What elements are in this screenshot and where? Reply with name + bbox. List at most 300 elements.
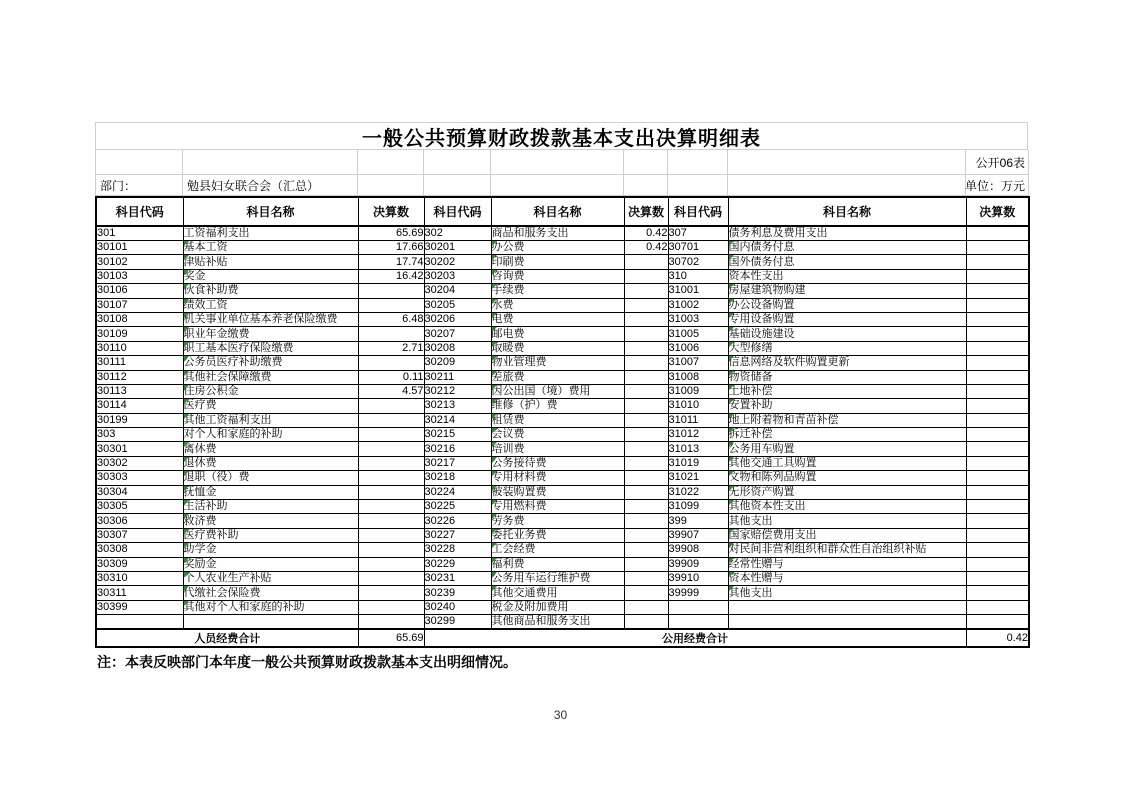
table-row (96, 284, 1029, 298)
subject-name-cell: 地上附着物和青苗补偿 (728, 413, 966, 427)
column-header: 科目名称 (183, 197, 358, 226)
green-flag-icon (184, 255, 189, 260)
amount-cell: 17.74 (358, 255, 424, 269)
green-flag-icon (492, 299, 497, 304)
subject-code-cell: 30199 (96, 413, 183, 427)
amount-cell (624, 586, 668, 600)
amount-cell (624, 341, 668, 355)
table-row (96, 528, 1029, 542)
subject-code-cell: 30231 (424, 571, 491, 585)
meta-cell-empty (424, 150, 491, 175)
subject-code-cell: 31010 (668, 399, 728, 413)
green-flag-icon (729, 442, 734, 447)
green-flag-icon (729, 529, 734, 534)
amount-cell (358, 413, 424, 427)
amount-cell (624, 543, 668, 557)
subject-name-cell: 债务利息及费用支出 (728, 226, 966, 241)
subject-name-cell: 委托业务费 (491, 528, 624, 542)
subject-code-cell: 30399 (96, 600, 183, 614)
subject-name-cell: 水费 (491, 298, 624, 312)
subject-name-cell (728, 615, 966, 630)
green-flag-icon (492, 442, 497, 447)
meta-cell-empty (96, 150, 183, 175)
amount-cell (624, 428, 668, 442)
table-row (96, 600, 1029, 614)
amount-cell (966, 284, 1029, 298)
subject-name-cell: 物资储备 (728, 370, 966, 384)
green-flag-icon (492, 486, 497, 491)
subject-code-cell: 31012 (668, 428, 728, 442)
subject-code-cell: 30228 (424, 543, 491, 557)
meta-cell-empty (668, 175, 728, 196)
green-flag-icon (492, 241, 497, 246)
subject-name-cell: 公务接待费 (491, 456, 624, 470)
green-flag-icon (492, 457, 497, 462)
green-flag-icon (492, 327, 497, 332)
subject-name-cell: 其他支出 (728, 586, 966, 600)
subject-code-cell: 30111 (96, 356, 183, 370)
amount-cell: 4.57 (358, 384, 424, 398)
green-flag-icon (492, 586, 497, 591)
subject-code-cell: 30310 (96, 571, 183, 585)
table-row (96, 514, 1029, 528)
subject-name-cell: 奖励金 (183, 557, 358, 571)
subject-code-cell: 30102 (96, 255, 183, 269)
subject-name-cell: 职工基本医疗保险缴费 (183, 341, 358, 355)
amount-cell (358, 327, 424, 341)
table-row (96, 327, 1029, 341)
green-flag-icon (729, 241, 734, 246)
meta-cell-empty (358, 175, 424, 196)
subject-name-cell: 住房公积金 (183, 384, 358, 398)
subject-name-cell: 安置补助 (728, 399, 966, 413)
subject-code-cell: 31008 (668, 370, 728, 384)
amount-cell (624, 327, 668, 341)
amount-cell (966, 356, 1029, 370)
subject-name-cell (728, 600, 966, 614)
subject-name-cell: 土地补偿 (728, 384, 966, 398)
green-flag-icon (729, 371, 734, 376)
amount-cell (358, 399, 424, 413)
subject-name-cell: 国家赔偿费用支出 (728, 528, 966, 542)
personnel-total-value: 65.69 (358, 629, 424, 647)
subject-name-cell: 其他商品和服务支出 (491, 615, 624, 630)
amount-cell (624, 615, 668, 630)
subject-code-cell: 30208 (424, 341, 491, 355)
personnel-total-label: 人员经费合计 (96, 629, 358, 647)
amount-cell (358, 456, 424, 470)
green-flag-icon (184, 486, 189, 491)
subject-code-cell (96, 615, 183, 630)
column-header: 科目代码 (96, 197, 183, 226)
subject-name-cell: 资本性支出 (728, 269, 966, 283)
table-row (96, 471, 1029, 485)
amount-cell (624, 528, 668, 542)
green-flag-icon (729, 543, 734, 548)
subject-code-cell: 30216 (424, 442, 491, 456)
subject-code-cell: 302 (424, 226, 491, 241)
subject-code-cell: 30226 (424, 514, 491, 528)
table-row (96, 543, 1029, 557)
subject-code-cell: 30240 (424, 600, 491, 614)
subject-name-cell: 电费 (491, 312, 624, 326)
subject-code-cell: 30212 (424, 384, 491, 398)
green-flag-icon (492, 356, 497, 361)
green-flag-icon (492, 514, 497, 519)
subject-name-cell: 离休费 (183, 442, 358, 456)
amount-cell: 2.71 (358, 341, 424, 355)
subject-code-cell: 30229 (424, 557, 491, 571)
meta-cell-empty (728, 175, 966, 196)
amount-cell (358, 500, 424, 514)
amount-cell (358, 600, 424, 614)
amount-cell (624, 255, 668, 269)
subject-code-cell: 30207 (424, 327, 491, 341)
subject-code-cell: 30218 (424, 471, 491, 485)
subject-code-cell: 30206 (424, 312, 491, 326)
green-flag-icon (492, 255, 497, 260)
subject-name-cell: 助学金 (183, 543, 358, 557)
subject-code-cell: 31001 (668, 284, 728, 298)
subject-name-cell: 救济费 (183, 514, 358, 528)
subject-code-cell: 30109 (96, 327, 183, 341)
amount-cell (966, 528, 1029, 542)
subject-name-cell: 维修（护）费 (491, 399, 624, 413)
green-flag-icon (184, 586, 189, 591)
subject-code-cell: 310 (668, 269, 728, 283)
green-flag-icon (729, 255, 734, 260)
green-flag-icon (729, 558, 734, 563)
subject-name-cell: 其他交通工具购置 (728, 456, 966, 470)
table-row (96, 428, 1029, 442)
subject-name-cell: 文物和陈列品购置 (728, 471, 966, 485)
green-flag-icon (184, 471, 189, 476)
green-flag-icon (729, 500, 734, 505)
subject-name-cell: 工会经费 (491, 543, 624, 557)
green-flag-icon (492, 270, 497, 275)
subject-name-cell: 印刷费 (491, 255, 624, 269)
column-header: 科目名称 (491, 197, 624, 226)
subject-code-cell: 30309 (96, 557, 183, 571)
green-flag-icon (184, 558, 189, 563)
green-flag-icon (492, 529, 497, 534)
column-header: 科目代码 (424, 197, 491, 226)
green-flag-icon (492, 313, 497, 318)
subject-code-cell: 30239 (424, 586, 491, 600)
amount-cell (624, 557, 668, 571)
subject-code-cell: 30224 (424, 485, 491, 499)
subject-name-cell: 专用设备购置 (728, 312, 966, 326)
green-flag-icon (492, 414, 497, 419)
green-flag-icon (729, 399, 734, 404)
green-flag-icon (492, 371, 497, 376)
amount-cell (624, 456, 668, 470)
column-header: 决算数 (966, 197, 1029, 226)
table-row (96, 571, 1029, 585)
green-flag-icon (184, 342, 189, 347)
table-row (96, 341, 1029, 355)
subject-code-cell: 30205 (424, 298, 491, 312)
amount-cell (358, 471, 424, 485)
amount-cell (966, 384, 1029, 398)
subject-code-cell: 39908 (668, 543, 728, 557)
green-flag-icon (492, 399, 497, 404)
table-row (96, 413, 1029, 427)
subject-name-cell: 租赁费 (491, 413, 624, 427)
amount-cell (966, 514, 1029, 528)
subject-code-cell: 301 (96, 226, 183, 241)
subject-code-cell: 30215 (424, 428, 491, 442)
meta-cell-empty (491, 175, 624, 196)
amount-cell (624, 269, 668, 283)
amount-cell (624, 356, 668, 370)
meta-cell-empty (624, 175, 668, 196)
meta-row-table-code (95, 150, 1029, 175)
subject-code-cell: 30217 (424, 456, 491, 470)
subject-name-cell: 取暖费 (491, 341, 624, 355)
amount-cell (966, 456, 1029, 470)
green-flag-icon (492, 500, 497, 505)
subject-code-cell: 31006 (668, 341, 728, 355)
subject-name-cell: 职业年金缴费 (183, 327, 358, 341)
subject-name-cell: 对个人和家庭的补助 (183, 428, 358, 442)
amount-cell (966, 413, 1029, 427)
green-flag-icon (184, 500, 189, 505)
subject-name-cell: 商品和服务支出 (491, 226, 624, 241)
amount-cell (966, 557, 1029, 571)
public-total-label: 公用经费合计 (424, 629, 966, 647)
amount-cell (624, 298, 668, 312)
subject-name-cell: 福利费 (491, 557, 624, 571)
amount-cell (966, 442, 1029, 456)
subject-name-cell: 经常性赠与 (728, 557, 966, 571)
subject-name-cell: 其他社会保障缴费 (183, 370, 358, 384)
subject-name-cell: 其他交通费用 (491, 586, 624, 600)
amount-cell (624, 471, 668, 485)
amount-cell (966, 341, 1029, 355)
subject-name-cell: 对民间非营利组织和群众性自治组织补贴 (728, 543, 966, 557)
subject-code-cell: 30113 (96, 384, 183, 398)
amount-cell (966, 543, 1029, 557)
green-flag-icon (729, 428, 734, 433)
meta-cell-empty (424, 175, 491, 196)
amount-cell (358, 615, 424, 630)
green-flag-icon (729, 414, 734, 419)
table-row (96, 226, 1029, 241)
subject-code-cell: 31003 (668, 312, 728, 326)
green-flag-icon (184, 299, 189, 304)
amount-cell (966, 471, 1029, 485)
subject-code-cell: 30308 (96, 543, 183, 557)
subject-name-cell: 津贴补贴 (183, 255, 358, 269)
amount-cell: 0.42 (624, 226, 668, 241)
subject-code-cell (668, 600, 728, 614)
amount-cell (624, 370, 668, 384)
subject-code-cell: 30114 (96, 399, 183, 413)
green-flag-icon (729, 486, 734, 491)
subject-name-cell: 其他对个人和家庭的补助 (183, 600, 358, 614)
green-flag-icon (492, 284, 497, 289)
page-number: 30 (553, 708, 568, 722)
subject-name-cell: 物业管理费 (491, 356, 624, 370)
amount-cell (966, 615, 1029, 630)
subject-code-cell: 30306 (96, 514, 183, 528)
column-header: 科目代码 (668, 197, 728, 226)
table-row (96, 356, 1029, 370)
subject-code-cell: 30101 (96, 241, 183, 255)
amount-cell (358, 356, 424, 370)
subject-code-cell: 30213 (424, 399, 491, 413)
subject-name-cell: 基本工资 (183, 241, 358, 255)
amount-cell (624, 413, 668, 427)
amount-cell (624, 600, 668, 614)
subject-code-cell: 30299 (424, 615, 491, 630)
subject-name-cell: 国内债务付息 (728, 241, 966, 255)
amount-cell (966, 571, 1029, 585)
green-flag-icon (184, 327, 189, 332)
amount-cell (966, 428, 1029, 442)
green-flag-icon (729, 471, 734, 476)
subject-code-cell: 30209 (424, 356, 491, 370)
subject-code-cell: 39909 (668, 557, 728, 571)
amount-cell (624, 284, 668, 298)
subject-name-cell: 工资福利支出 (183, 226, 358, 241)
subject-code-cell: 30103 (96, 269, 183, 283)
subject-code-cell: 30211 (424, 370, 491, 384)
subject-name-cell: 差旅费 (491, 370, 624, 384)
green-flag-icon (184, 572, 189, 577)
subject-name-cell: 大型修缮 (728, 341, 966, 355)
public-total-value: 0.42 (966, 629, 1029, 647)
table-row (96, 500, 1029, 514)
table-row (96, 485, 1029, 499)
subject-code-cell: 39907 (668, 528, 728, 542)
subject-code-cell: 39999 (668, 586, 728, 600)
table-row (96, 384, 1029, 398)
green-flag-icon (184, 270, 189, 275)
subject-code-cell: 30301 (96, 442, 183, 456)
amount-cell (624, 384, 668, 398)
green-flag-icon (184, 514, 189, 519)
subject-name-cell: 其他支出 (728, 514, 966, 528)
subject-name-cell: 奖金 (183, 269, 358, 283)
subject-name-cell: 培训费 (491, 442, 624, 456)
amount-cell: 6.48 (358, 312, 424, 326)
page-title: 一般公共预算财政拨款基本支出决算明细表 (95, 122, 1028, 150)
table-row (96, 241, 1029, 255)
meta-row-department (95, 175, 1029, 196)
amount-cell (358, 557, 424, 571)
subject-code-cell: 30304 (96, 485, 183, 499)
subject-name-cell: 个人农业生产补贴 (183, 571, 358, 585)
subject-code-cell: 30702 (668, 255, 728, 269)
green-flag-icon (492, 572, 497, 577)
subject-code-cell: 30214 (424, 413, 491, 427)
amount-cell (966, 241, 1029, 255)
subject-code-cell: 30302 (96, 456, 183, 470)
amount-cell (966, 399, 1029, 413)
amount-cell: 16.42 (358, 269, 424, 283)
amount-cell: 65.69 (358, 226, 424, 241)
meta-cell-empty (624, 150, 668, 175)
amount-cell: 0.42 (624, 241, 668, 255)
green-flag-icon (729, 299, 734, 304)
amount-cell (358, 284, 424, 298)
green-flag-icon (729, 342, 734, 347)
subject-code-cell: 31011 (668, 413, 728, 427)
green-flag-icon (184, 529, 189, 534)
subject-name-cell: 公务员医疗补助缴费 (183, 356, 358, 370)
green-flag-icon (184, 356, 189, 361)
subject-code-cell: 31002 (668, 298, 728, 312)
green-flag-icon (184, 371, 189, 376)
meta-cell-empty (183, 150, 358, 175)
subject-code-cell: 30201 (424, 241, 491, 255)
subject-name-cell: 资本性赠与 (728, 571, 966, 585)
green-flag-icon (184, 241, 189, 246)
green-flag-icon (492, 385, 497, 390)
subject-code-cell: 30307 (96, 528, 183, 542)
table-row (96, 269, 1029, 283)
amount-cell (624, 312, 668, 326)
amount-cell (358, 514, 424, 528)
subject-name-cell: 咨询费 (491, 269, 624, 283)
subject-name-cell: 办公费 (491, 241, 624, 255)
table-row (96, 399, 1029, 413)
amount-cell (358, 543, 424, 557)
subject-code-cell: 39910 (668, 571, 728, 585)
subject-name-cell (183, 615, 358, 630)
table-header-row (96, 197, 1029, 226)
table-code-label: 公开06表 (966, 150, 1029, 175)
amount-cell (624, 514, 668, 528)
subject-name-cell: 代缴社会保险费 (183, 586, 358, 600)
subject-code-cell: 307 (668, 226, 728, 241)
meta-cell-empty (491, 150, 624, 175)
amount-cell (966, 600, 1029, 614)
table-row (96, 615, 1029, 630)
subject-name-cell: 其他资本性支出 (728, 500, 966, 514)
green-flag-icon (492, 558, 497, 563)
green-flag-icon (729, 586, 734, 591)
subject-code-cell: 31013 (668, 442, 728, 456)
subject-name-cell: 办公设备购置 (728, 298, 966, 312)
subject-code-cell: 31019 (668, 456, 728, 470)
table-row (96, 298, 1029, 312)
subject-code-cell: 303 (96, 428, 183, 442)
subject-code-cell: 30227 (424, 528, 491, 542)
column-header: 决算数 (624, 197, 668, 226)
green-flag-icon (729, 313, 734, 318)
green-flag-icon (492, 428, 497, 433)
green-flag-icon (729, 284, 734, 289)
green-flag-icon (184, 385, 189, 390)
subject-code-cell: 30225 (424, 500, 491, 514)
amount-cell (358, 298, 424, 312)
amount-cell (966, 255, 1029, 269)
green-flag-icon (184, 543, 189, 548)
unit-label: 单位：万元 (966, 175, 1029, 196)
table-row (96, 557, 1029, 571)
meta-cell-empty (358, 150, 424, 175)
subject-name-cell: 退休费 (183, 456, 358, 470)
green-flag-icon (184, 601, 189, 606)
subject-name-cell: 手续费 (491, 284, 624, 298)
green-flag-icon (492, 543, 497, 548)
meta-cell-empty (728, 150, 966, 175)
subject-code-cell: 31009 (668, 384, 728, 398)
green-flag-icon (184, 284, 189, 289)
